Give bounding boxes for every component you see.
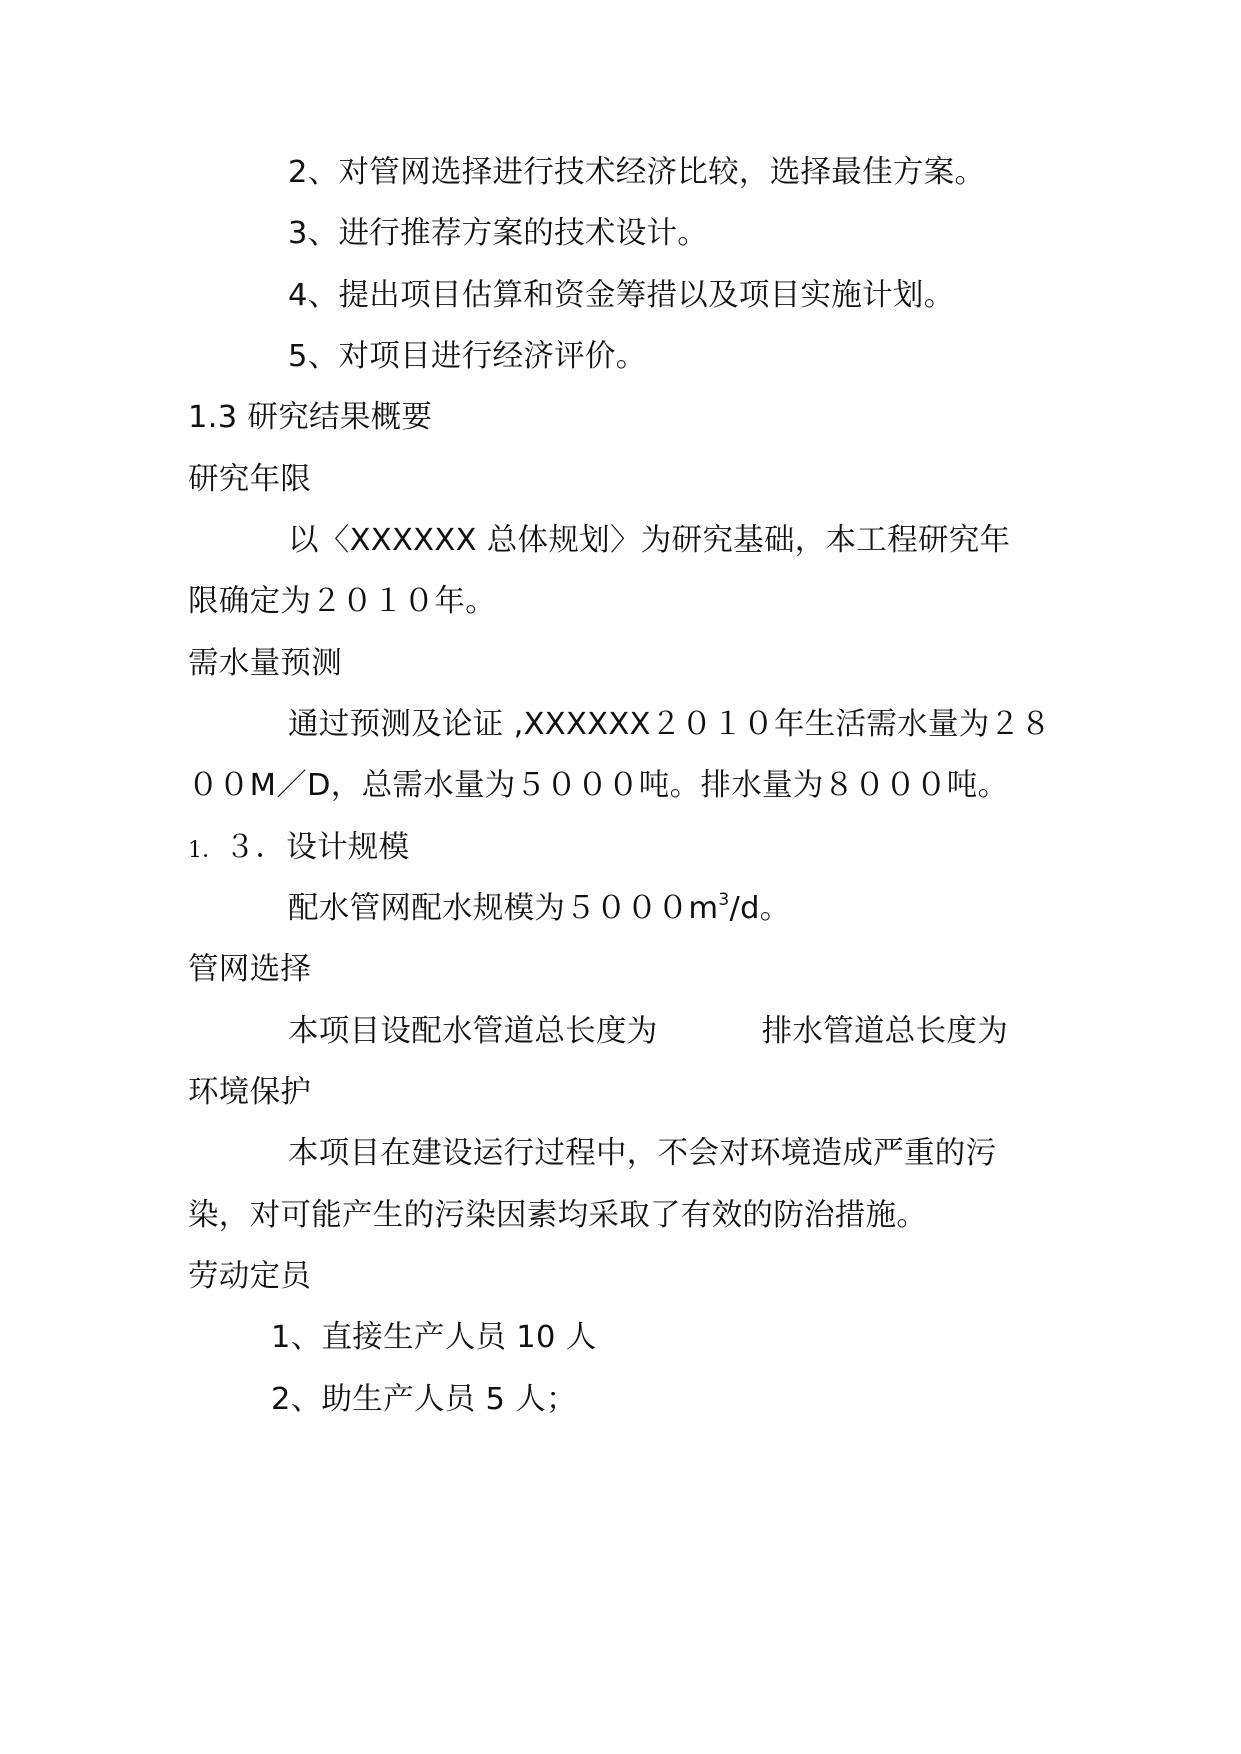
research-period-text-line2: 限确定为２０１０年。 <box>188 584 496 619</box>
design-scale-heading <box>188 828 409 871</box>
environment-heading: 环境保护 <box>188 1075 312 1110</box>
staffing-heading: 劳动定员 <box>188 1259 312 1294</box>
task-item-4: 4、提出项目估算和资金筹措以及项目实施计划。 <box>288 278 955 313</box>
design-scale-heading-rest: ３．设计规模 <box>224 830 410 865</box>
section-heading: 1.3 研究结果概要 <box>188 400 433 435</box>
water-demand-heading: 需水量预测 <box>188 646 342 681</box>
design-scale-text-end: /d。 <box>729 891 791 926</box>
research-period-heading: 研究年限 <box>188 462 312 497</box>
water-demand-text-line1: 通过预测及论证 ,XXXXXX２０１０年生活需水量为２８ <box>288 707 1052 742</box>
research-period-text-line1: 以〈XXXXXX 总体规划〉为研究基础，本工程研究年 <box>288 523 1011 558</box>
design-scale-superscript: 3 <box>718 890 730 910</box>
task-item-2: 2、对管网选择进行技术经济比较，选择最佳方案。 <box>288 155 986 190</box>
task-item-5: 5、对项目进行经济评价。 <box>288 339 647 374</box>
pipe-selection-heading: 管网选择 <box>188 952 312 987</box>
design-scale-heading-prefix: 1． <box>188 838 225 863</box>
staffing-item-2: 2、助生产人员 5 人； <box>271 1382 577 1417</box>
design-scale-text-main: 配水管网配水规模为５０００m <box>288 891 719 926</box>
design-scale-text <box>288 889 791 929</box>
water-demand-text-line2: ００M／D，总需水量为５０００吨。排水量为８０００吨。 <box>188 768 1009 803</box>
environment-text-line2: 染，对可能产生的污染因素均采取了有效的防治措施。 <box>188 1198 928 1233</box>
environment-text-line1: 本项目在建设运行过程中，不会对环境造成严重的污 <box>288 1136 997 1171</box>
staffing-item-1: 1、直接生产人员 10 人 <box>271 1320 597 1355</box>
pipe-selection-text <box>288 1012 1008 1052</box>
pipe-selection-text-part1: 本项目设配水管道总长度为 <box>288 1014 658 1049</box>
pipe-selection-text-part2: 排水管道总长度为 <box>761 1014 1009 1049</box>
task-item-3: 3、进行推荐方案的技术设计。 <box>288 216 709 251</box>
